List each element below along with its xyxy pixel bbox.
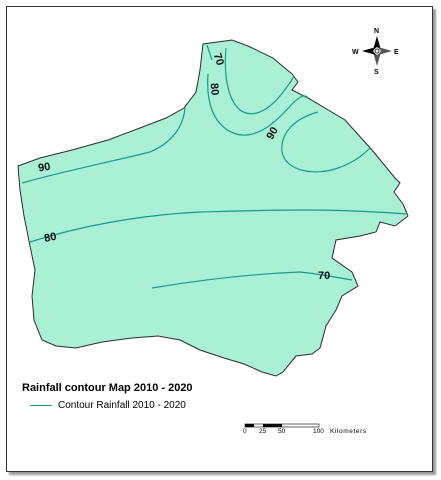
contour-label: 70 <box>318 270 331 282</box>
scale-tick-label: 100 <box>313 428 324 435</box>
scale-tick-label: 0 <box>243 428 247 435</box>
contour-line-swatch <box>30 405 52 406</box>
west-arrow-needle <box>362 47 376 55</box>
contour-label: 90 <box>264 125 281 142</box>
north-label: N <box>374 28 380 35</box>
contour-label: 90 <box>37 160 52 175</box>
contour-label: 80 <box>43 230 58 245</box>
east-arrow-needle <box>378 47 392 55</box>
scale-unit-label: Kilometers <box>330 428 367 435</box>
contour-label: 80 <box>207 82 221 96</box>
legend-title: Rainfall contour Map 2010 - 2020 <box>22 382 193 394</box>
north-arrow <box>352 28 399 76</box>
scale-bar <box>243 424 367 435</box>
scale-tick-label: 50 <box>278 428 286 435</box>
east-label: E <box>394 49 399 56</box>
legend-entry-label: Contour Rainfall 2010 - 2020 <box>58 400 186 411</box>
scale-tick-label: 25 <box>259 428 267 435</box>
west-label: W <box>352 49 359 56</box>
contour-label: 70 <box>210 51 226 68</box>
south-label: S <box>374 69 379 76</box>
legend-entry <box>30 400 186 411</box>
